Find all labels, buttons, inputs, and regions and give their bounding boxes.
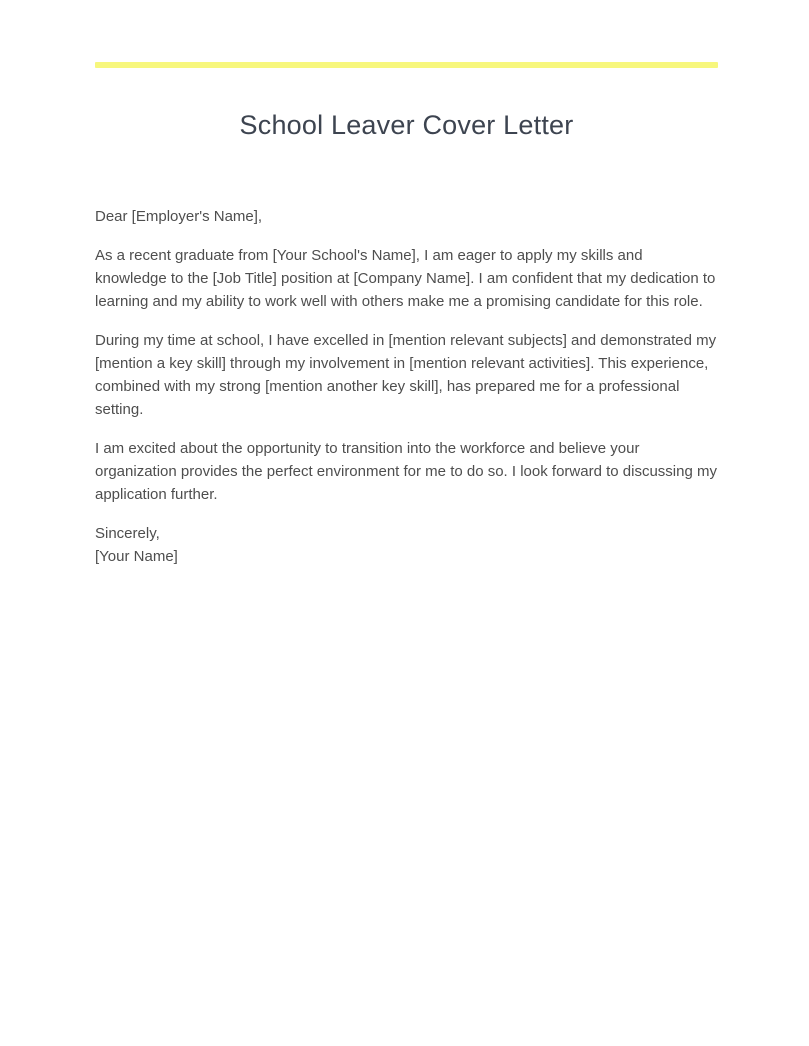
- paragraph-experience: During my time at school, I have excelled in [mention relevant subjects] and demonstrated my [mention a key skill] through my involvement in [mention relevant activities]. This experience, combined with my strong [mention another key skill], has prepared me for a professional setting.: [95, 332, 717, 418]
- page-title: School Leaver Cover Letter: [239, 110, 574, 140]
- letter-body: [95, 205, 718, 568]
- signature-name: [Your Name]: [95, 548, 178, 565]
- paragraph-closing: I am excited about the opportunity to transition into the workforce and believe your organization provides the perfect environment for me to do so. I look forward to discussing my application further.: [95, 440, 717, 503]
- salutation: Dear [Employer's Name],: [95, 208, 263, 225]
- closing-line: Sincerely,: [95, 525, 160, 542]
- paragraph-intro: As a recent graduate from [Your School's Name], I am eager to apply my skills and knowledge to the [Job Title] position at [Company Name]. I am confident that my dedication to learning and my ability to work well with others make me a promising candidate for this role.: [95, 247, 716, 310]
- signature-block: [95, 522, 718, 568]
- accent-divider-bar: [95, 62, 718, 68]
